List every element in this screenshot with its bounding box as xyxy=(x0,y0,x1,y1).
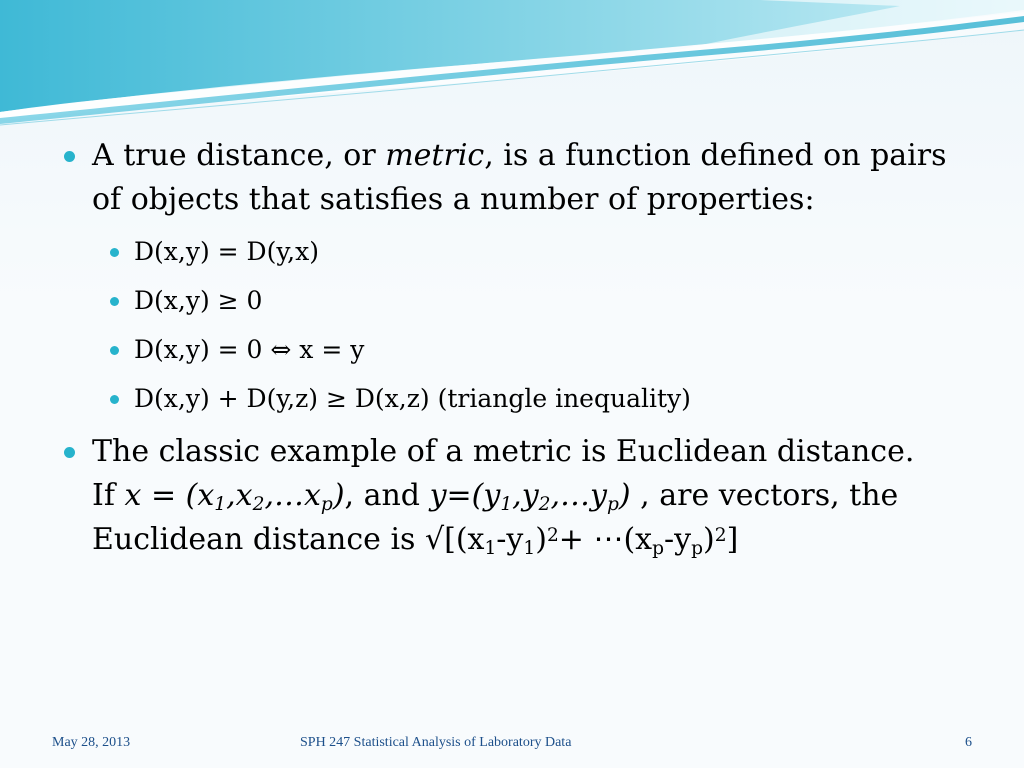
bullet-metric-definition xyxy=(62,134,962,222)
paren: ) xyxy=(535,522,547,557)
property-item xyxy=(62,283,962,319)
footer-date: May 28, 2013 xyxy=(52,735,131,750)
plus-ellipsis: + ⋯(x xyxy=(558,522,653,557)
property-text: D(x,y) = 0 ⇔ x = y xyxy=(134,335,365,364)
minus-y: -y xyxy=(664,522,692,557)
y-vector xyxy=(430,478,631,513)
bullet-euclidean-example xyxy=(62,430,962,562)
subscript: 2 xyxy=(252,494,265,515)
property-text: D(x,y) ≥ 0 xyxy=(134,286,263,315)
bullet-dot-icon xyxy=(64,447,75,458)
equals-paren: =( xyxy=(446,478,484,513)
bullet-dot-icon xyxy=(110,248,119,257)
subscript: p xyxy=(652,538,664,559)
rest-text: , are vectors, the xyxy=(630,478,899,513)
euclidean-label: Euclidean distance is xyxy=(92,522,425,557)
subscript: 1 xyxy=(214,494,227,515)
equals-text: = xyxy=(141,478,186,513)
and-text: , and xyxy=(344,478,430,513)
x-variable: x xyxy=(124,478,142,513)
footer-title: SPH 247 Statistical Analysis of Laboratory Data xyxy=(300,735,572,750)
minus-y: -y xyxy=(496,522,524,557)
if-text: If xyxy=(92,478,125,513)
header-wave-decoration xyxy=(0,0,1024,130)
bullet-text: The classic example of a metric is Euclidean distance. xyxy=(92,434,915,469)
page-number: 6 xyxy=(965,735,972,750)
subscript: p xyxy=(320,494,333,515)
bullet-dot-icon xyxy=(110,346,119,355)
bullet-dot-icon xyxy=(110,297,119,306)
x-component: x xyxy=(197,478,215,513)
paren: ) xyxy=(332,478,345,513)
y-component: y xyxy=(521,478,539,513)
paren: ( xyxy=(185,478,198,513)
paren: ) xyxy=(618,478,631,513)
x-component: x xyxy=(235,478,253,513)
sqrt-open: √[(x xyxy=(425,522,485,557)
ellipsis: ,… xyxy=(264,478,304,513)
subscript: 1 xyxy=(500,494,513,515)
subscript: 1 xyxy=(484,538,497,559)
subscript: p xyxy=(607,494,619,515)
subscript: 1 xyxy=(523,538,536,559)
superscript: 2 xyxy=(714,525,727,546)
subscript: p xyxy=(691,538,703,559)
comma: , xyxy=(226,478,236,513)
slide-body xyxy=(62,134,962,562)
property-text: D(x,y) = D(y,x) xyxy=(134,237,319,266)
bullet-text: , is a function defined on pairs of objects that satisfies a number of properties: xyxy=(92,138,947,217)
x-component: x xyxy=(303,478,321,513)
property-item xyxy=(62,234,962,270)
x-vector xyxy=(186,478,345,513)
bullet-text: A true distance, or xyxy=(92,138,386,173)
paren: ) xyxy=(703,522,715,557)
property-text: D(x,y) + D(y,z) ≥ D(x,z) (triangle inequality) xyxy=(134,384,691,413)
bullet-dot-icon xyxy=(110,395,119,404)
bullet-dot-icon xyxy=(64,151,75,162)
y-variable: y xyxy=(429,478,447,513)
comma: , xyxy=(512,478,522,513)
ellipsis: ,… xyxy=(550,478,591,513)
property-item xyxy=(62,332,962,368)
y-component: y xyxy=(483,478,501,513)
euclidean-formula xyxy=(425,522,738,557)
metric-term: metric xyxy=(385,138,485,173)
property-item xyxy=(62,381,962,417)
subscript: 2 xyxy=(538,494,551,515)
bracket-close: ] xyxy=(726,522,739,557)
properties-list xyxy=(62,234,962,417)
y-component: y xyxy=(590,478,607,513)
superscript: 2 xyxy=(546,525,559,546)
